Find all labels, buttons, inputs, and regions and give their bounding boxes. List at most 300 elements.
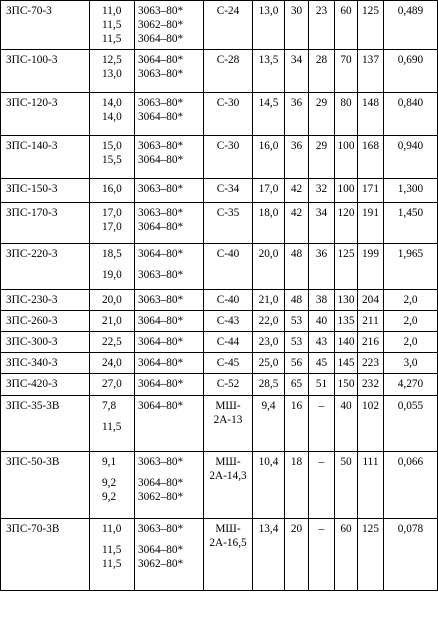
cell-line: 60 <box>340 5 352 17</box>
mass-cell <box>384 452 438 519</box>
standard-cell <box>135 136 204 179</box>
table-row <box>1 452 438 519</box>
code-cell <box>204 1 253 50</box>
cell-line: ЗПС-35-3В <box>6 400 60 412</box>
standard-cell <box>135 290 204 311</box>
cell-line: 0,489 <box>397 5 424 17</box>
dim-d-cell <box>335 290 358 311</box>
cell-line: 25,0 <box>258 357 279 369</box>
cell-line: 32 <box>315 183 328 195</box>
cell-line: 18,5 <box>102 248 122 260</box>
cell-line: 11,5 <box>102 421 122 433</box>
diameter-cell <box>90 452 135 519</box>
cell-line: 3064–80* <box>138 477 184 489</box>
cell-line: ЗПС-150-3 <box>6 183 58 195</box>
cell-line: 11,0 <box>102 523 122 535</box>
code-cell <box>204 519 253 591</box>
table-row <box>1 519 438 591</box>
cell-line: 3062–80* <box>138 19 184 31</box>
dim-a-cell <box>253 311 285 332</box>
model-cell <box>1 203 90 244</box>
dim-c-cell <box>309 203 335 244</box>
cell-line: 27,0 <box>102 378 122 390</box>
code-cell <box>204 374 253 396</box>
diameter-cell <box>90 311 135 332</box>
mass-cell <box>384 244 438 290</box>
cell-line: ЗПС-140-3 <box>6 140 58 152</box>
cell-line: 70 <box>340 54 352 66</box>
dim-e-cell <box>358 1 384 50</box>
cell-line: 2,0 <box>403 336 418 348</box>
cell-line: 148 <box>362 97 379 109</box>
dim-e-cell <box>358 452 384 519</box>
cell-line: 11,0 <box>102 5 122 17</box>
cell-line: 191 <box>362 207 379 219</box>
diameter-cell <box>90 332 135 353</box>
dim-d-cell <box>335 519 358 591</box>
model-cell <box>1 396 90 452</box>
dim-a-cell <box>253 93 285 136</box>
cell-line: 150 <box>337 378 355 390</box>
cell-line: – <box>318 456 325 468</box>
cell-line: 40 <box>315 315 328 327</box>
cell-line: 34 <box>290 54 303 66</box>
diameter-cell <box>90 396 135 452</box>
table-row <box>1 179 438 203</box>
dim-b-cell <box>285 244 309 290</box>
code-cell <box>204 136 253 179</box>
dim-a-cell <box>253 353 285 374</box>
cell-line: 3064–80* <box>138 54 184 66</box>
cell-line: ЗПС-300-3 <box>6 336 58 348</box>
table-row <box>1 244 438 290</box>
cell-line: С-45 <box>216 357 240 369</box>
dim-c-cell <box>309 353 335 374</box>
cell-line: 48 <box>290 248 303 260</box>
diameter-cell <box>90 136 135 179</box>
table-row <box>1 1 438 50</box>
dim-c-cell <box>309 396 335 452</box>
dim-b-cell <box>285 1 309 50</box>
dim-e-cell <box>358 179 384 203</box>
model-cell <box>1 452 90 519</box>
cell-line: 34 <box>315 207 328 219</box>
cell-line: 3063–80* <box>138 269 184 281</box>
cell-line: С-52 <box>216 378 240 390</box>
cell-line: 9,4 <box>261 400 276 412</box>
cell-line: 171 <box>362 183 379 195</box>
cell-line: 9,2 <box>102 491 117 503</box>
cell-line: 45 <box>315 357 328 369</box>
cell-line: 3063–80* <box>138 183 184 195</box>
diameter-cell <box>90 244 135 290</box>
table-row <box>1 50 438 93</box>
cell-line: 14,5 <box>258 97 279 109</box>
dim-a-cell <box>253 244 285 290</box>
table-row <box>1 93 438 136</box>
cell-line: 3062–80* <box>138 558 184 570</box>
standard-cell <box>135 203 204 244</box>
cell-line: 100 <box>337 183 355 195</box>
dim-d-cell <box>335 353 358 374</box>
cell-line: 53 <box>290 336 303 348</box>
dim-c-cell <box>309 136 335 179</box>
cell-line: ЗПС-70-3 <box>6 5 52 17</box>
mass-cell <box>384 374 438 396</box>
cell-line: 3063–80* <box>138 456 184 468</box>
code-cell <box>204 50 253 93</box>
cell-line: ЗПС-220-3 <box>6 248 58 260</box>
diameter-cell <box>90 93 135 136</box>
model-cell <box>1 1 90 50</box>
code-cell <box>204 290 253 311</box>
dim-c-cell <box>309 50 335 93</box>
standard-cell <box>135 519 204 591</box>
cell-line: С-44 <box>216 336 240 348</box>
cell-line: 17,0 <box>102 221 122 233</box>
cell-line: 130 <box>337 294 355 306</box>
cell-line: МШ- <box>215 523 241 535</box>
standard-cell <box>135 179 204 203</box>
cell-line: С-43 <box>216 315 240 327</box>
dim-b-cell <box>285 353 309 374</box>
mass-cell <box>384 332 438 353</box>
model-cell <box>1 519 90 591</box>
cell-line: 14,0 <box>102 97 122 109</box>
cell-line: С-40 <box>216 294 240 306</box>
standard-cell <box>135 452 204 519</box>
cell-line: 3063–80* <box>138 68 184 80</box>
dim-a-cell <box>253 519 285 591</box>
dim-e-cell <box>358 136 384 179</box>
dim-a-cell <box>253 203 285 244</box>
dim-e-cell <box>358 203 384 244</box>
model-cell <box>1 136 90 179</box>
code-cell <box>204 452 253 519</box>
dim-c-cell <box>309 452 335 519</box>
cell-line: 53 <box>290 315 303 327</box>
cell-line: 3062–80* <box>138 491 184 503</box>
cell-line: ЗПС-100-3 <box>6 54 58 66</box>
dim-a-cell <box>253 290 285 311</box>
dim-b-cell <box>285 203 309 244</box>
cell-line: 13,4 <box>258 523 279 535</box>
cell-line: С-30 <box>216 97 240 109</box>
cell-line: 36 <box>290 140 303 152</box>
cell-line: 40 <box>340 400 352 412</box>
cell-line: С-30 <box>216 140 240 152</box>
dim-b-cell <box>285 50 309 93</box>
standard-cell <box>135 1 204 50</box>
cell-line: 11,5 <box>102 544 122 556</box>
cell-line: 3063–80* <box>138 523 184 535</box>
table-row <box>1 136 438 179</box>
cell-line: 3064–80* <box>138 111 184 123</box>
dim-d-cell <box>335 452 358 519</box>
cell-line: 36 <box>315 248 328 260</box>
cell-line: 10,4 <box>258 456 279 468</box>
diameter-cell <box>90 203 135 244</box>
dim-b-cell <box>285 290 309 311</box>
cell-line: 28 <box>315 54 328 66</box>
cell-line: 4,270 <box>397 378 424 390</box>
dim-c-cell <box>309 290 335 311</box>
cell-line: 3,0 <box>403 357 418 369</box>
dim-b-cell <box>285 311 309 332</box>
cell-line: 0,940 <box>397 140 424 152</box>
cell-line: 216 <box>362 336 379 348</box>
diameter-cell <box>90 50 135 93</box>
cell-line: 2,0 <box>403 315 418 327</box>
code-cell <box>204 311 253 332</box>
cell-line: 15,0 <box>102 140 122 152</box>
cell-line: 3064–80* <box>138 33 184 45</box>
cell-line: С-35 <box>216 207 240 219</box>
standard-cell <box>135 244 204 290</box>
model-cell <box>1 244 90 290</box>
dim-b-cell <box>285 332 309 353</box>
cell-line: 19,0 <box>102 269 122 281</box>
dim-b-cell <box>285 374 309 396</box>
cell-line: 125 <box>337 248 355 260</box>
dim-d-cell <box>335 311 358 332</box>
table-body <box>1 1 438 591</box>
dim-c-cell <box>309 332 335 353</box>
cell-line: 2,0 <box>403 294 418 306</box>
standard-cell <box>135 396 204 452</box>
cell-line: ЗПС-420-3 <box>6 378 58 390</box>
model-cell <box>1 374 90 396</box>
diameter-cell <box>90 179 135 203</box>
cell-line: 23,0 <box>258 336 279 348</box>
cell-line: 36 <box>290 97 303 109</box>
cell-line: 2А-13 <box>213 414 243 426</box>
dim-d-cell <box>335 244 358 290</box>
cell-line: 17,0 <box>102 207 122 219</box>
dim-b-cell <box>285 519 309 591</box>
dim-d-cell <box>335 396 358 452</box>
dim-d-cell <box>335 374 358 396</box>
cell-line: 3064–80* <box>138 544 184 556</box>
dim-d-cell <box>335 179 358 203</box>
mass-cell <box>384 1 438 50</box>
dim-e-cell <box>358 519 384 591</box>
cell-line: ЗПС-120-3 <box>6 97 58 109</box>
standard-cell <box>135 93 204 136</box>
dim-b-cell <box>285 179 309 203</box>
cell-line: 11,5 <box>102 33 122 45</box>
cell-line: 3063–80* <box>138 294 184 306</box>
cell-line: 0,066 <box>397 456 424 468</box>
cell-line: – <box>318 400 325 412</box>
cell-line: 21,0 <box>102 315 122 327</box>
dim-e-cell <box>358 396 384 452</box>
cell-line: 65 <box>290 378 303 390</box>
dim-e-cell <box>358 93 384 136</box>
cell-line: 24,0 <box>102 357 122 369</box>
cell-line: 21,0 <box>258 294 279 306</box>
cell-line: 232 <box>362 378 379 390</box>
cell-line: 1,300 <box>397 183 424 195</box>
dim-b-cell <box>285 452 309 519</box>
cell-line: 3064–80* <box>138 357 184 369</box>
table-row <box>1 374 438 396</box>
cell-line: 60 <box>340 523 352 535</box>
cell-line: 0,690 <box>397 54 424 66</box>
cell-line: 22,5 <box>102 336 122 348</box>
dim-a-cell <box>253 332 285 353</box>
code-cell <box>204 353 253 374</box>
cell-line: 15,5 <box>102 154 122 166</box>
cell-line: 111 <box>362 456 379 468</box>
cell-line: С-34 <box>216 183 240 195</box>
code-cell <box>204 396 253 452</box>
dim-d-cell <box>335 203 358 244</box>
diameter-cell <box>90 519 135 591</box>
cell-line: 12,5 <box>102 54 122 66</box>
dim-c-cell <box>309 93 335 136</box>
dim-e-cell <box>358 244 384 290</box>
cell-line: 22,0 <box>258 315 279 327</box>
code-cell <box>204 179 253 203</box>
standard-cell <box>135 50 204 93</box>
model-cell <box>1 332 90 353</box>
cell-line: 3063–80* <box>138 207 184 219</box>
cell-line: 17,0 <box>258 183 279 195</box>
mass-cell <box>384 290 438 311</box>
cell-line: 30 <box>290 5 303 17</box>
cell-line: 16,0 <box>102 183 122 195</box>
dim-d-cell <box>335 136 358 179</box>
dim-c-cell <box>309 311 335 332</box>
cell-line: 168 <box>362 140 379 152</box>
cell-line: 211 <box>362 315 379 327</box>
dim-c-cell <box>309 519 335 591</box>
cell-line: 16,0 <box>258 140 279 152</box>
mass-cell <box>384 50 438 93</box>
dim-e-cell <box>358 353 384 374</box>
cell-line: 204 <box>362 294 379 306</box>
dim-e-cell <box>358 332 384 353</box>
dim-a-cell <box>253 452 285 519</box>
cell-line: МШ- <box>215 400 241 412</box>
cell-line: 3064–80* <box>138 315 184 327</box>
cell-line: 137 <box>362 54 379 66</box>
code-cell <box>204 332 253 353</box>
table-row <box>1 332 438 353</box>
cell-line: 3064–80* <box>138 221 184 233</box>
cell-line: 135 <box>337 315 355 327</box>
dim-a-cell <box>253 50 285 93</box>
code-cell <box>204 203 253 244</box>
dim-e-cell <box>358 50 384 93</box>
cell-line: 14,0 <box>102 111 122 123</box>
cell-line: 145 <box>337 357 355 369</box>
cell-line: 1,450 <box>397 207 424 219</box>
cell-line: 29 <box>315 97 328 109</box>
cell-line: 20,0 <box>258 248 279 260</box>
table-row <box>1 396 438 452</box>
cell-line: ЗПС-170-3 <box>6 207 58 219</box>
mass-cell <box>384 396 438 452</box>
cell-line: 0,840 <box>397 97 424 109</box>
model-cell <box>1 179 90 203</box>
cell-line: 20,0 <box>102 294 122 306</box>
mass-cell <box>384 311 438 332</box>
cell-line: 20 <box>290 523 303 535</box>
cell-line: ЗПС-230-3 <box>6 294 58 306</box>
cell-line: 18 <box>290 456 303 468</box>
cell-line: 140 <box>337 336 355 348</box>
model-cell <box>1 353 90 374</box>
diameter-cell <box>90 353 135 374</box>
cell-line: 13,5 <box>258 54 279 66</box>
cell-line: 51 <box>315 378 328 390</box>
cell-line: 0,055 <box>397 400 424 412</box>
standard-cell <box>135 353 204 374</box>
cell-line: 13,0 <box>102 68 122 80</box>
standard-cell <box>135 374 204 396</box>
mass-cell <box>384 203 438 244</box>
cell-line: 56 <box>290 357 303 369</box>
table-row <box>1 311 438 332</box>
cell-line: 199 <box>362 248 379 260</box>
cell-line: 0,078 <box>397 523 424 535</box>
cell-line: 120 <box>337 207 355 219</box>
model-cell <box>1 290 90 311</box>
dim-d-cell <box>335 1 358 50</box>
mass-cell <box>384 519 438 591</box>
dim-c-cell <box>309 1 335 50</box>
diameter-cell <box>90 1 135 50</box>
cell-line: 11,5 <box>102 558 122 570</box>
cell-line: – <box>318 523 325 535</box>
dim-e-cell <box>358 374 384 396</box>
dim-b-cell <box>285 136 309 179</box>
dim-d-cell <box>335 332 358 353</box>
dim-b-cell <box>285 93 309 136</box>
cell-line: 3063–80* <box>138 5 184 17</box>
cell-line: 11,5 <box>102 19 122 31</box>
cell-line: 9,1 <box>102 456 117 468</box>
cell-line: 125 <box>362 5 379 17</box>
table-row <box>1 290 438 311</box>
dim-a-cell <box>253 136 285 179</box>
standard-cell <box>135 311 204 332</box>
cell-line: 100 <box>337 140 355 152</box>
dim-c-cell <box>309 374 335 396</box>
cell-line: ЗПС-340-3 <box>6 357 58 369</box>
cell-line: С-24 <box>216 5 240 17</box>
standard-cell <box>135 332 204 353</box>
cell-line: ЗПС-50-3В <box>6 456 60 468</box>
cell-line: 2А-16,5 <box>209 537 247 549</box>
cell-line: 16 <box>290 400 303 412</box>
cell-line: 3064–80* <box>138 336 184 348</box>
cell-line: С-28 <box>216 54 240 66</box>
cell-line: 125 <box>362 523 379 535</box>
cell-line: 43 <box>315 336 328 348</box>
cell-line: 3063–80* <box>138 140 184 152</box>
cell-line: 50 <box>340 456 352 468</box>
dim-c-cell <box>309 244 335 290</box>
dim-b-cell <box>285 396 309 452</box>
cell-line: 18,0 <box>258 207 279 219</box>
cell-line: 13,0 <box>258 5 279 17</box>
dim-e-cell <box>358 311 384 332</box>
cell-line: 3063–80* <box>138 97 184 109</box>
table-row <box>1 203 438 244</box>
